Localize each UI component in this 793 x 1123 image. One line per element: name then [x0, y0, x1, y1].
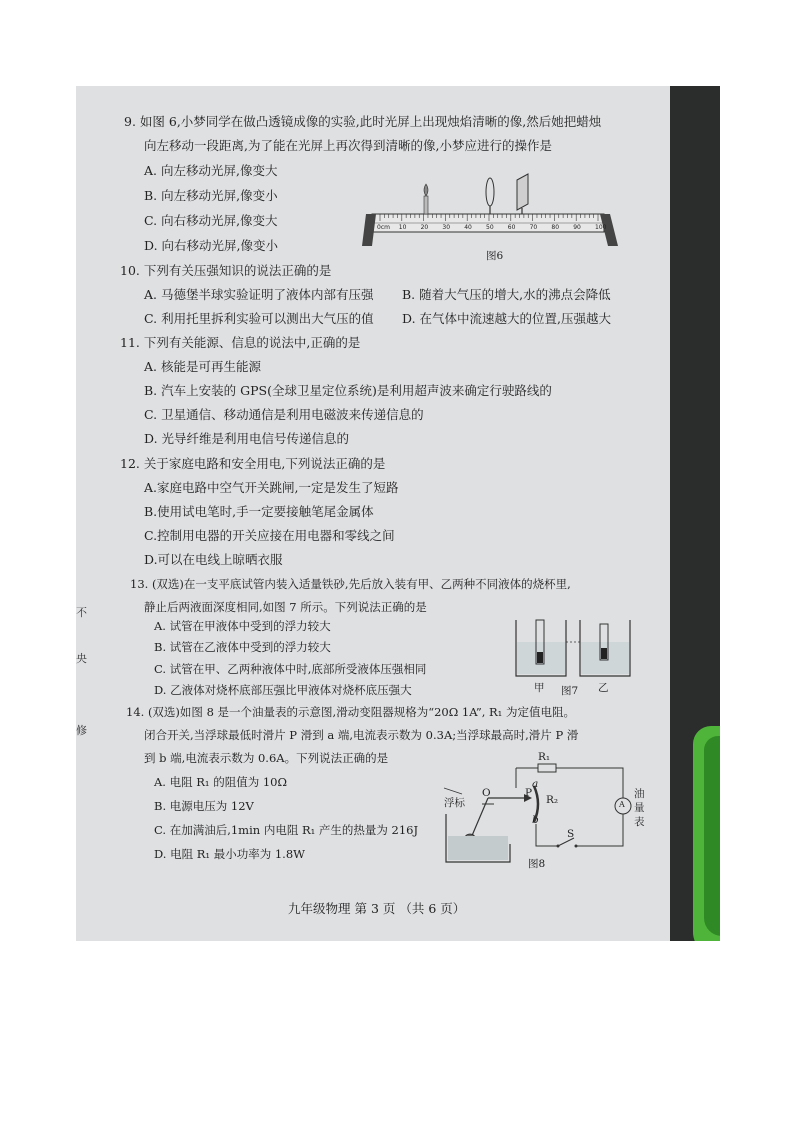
q14-option-c: C. 在加满油后,1min 内电阻 R₁ 产生的热量为 216J [154, 823, 419, 837]
oil-meter-label-1: 油 [634, 788, 645, 800]
q10-stem: 10. 下列有关压强知识的说法正确的是 [120, 263, 332, 278]
ruler-label: 80 [551, 224, 560, 231]
ruler-label: 60 [507, 224, 516, 231]
q13-stem-line2: 静止后两液面深度相同,如图 7 所示。下列说法正确的是 [144, 600, 427, 614]
margin-mark-3: 修 [76, 724, 87, 737]
ruler-label: 100 [595, 224, 607, 231]
pivot-o-label: O [482, 787, 491, 799]
q13-stem-line1: 13. (双选)在一支平底试管内装入适量铁砂,先后放入装有甲、乙两种不同液体的烧杯里, [130, 577, 571, 591]
oil-meter-label-3: 表 [634, 816, 645, 828]
q12-option-a: A.家庭电路中空气开关跳闸,一定是发生了短路 [144, 480, 399, 495]
ruler-label: 10 [398, 224, 407, 231]
q9-option-a: A. 向左移动光屏,像变大 [144, 163, 278, 178]
ruler-label: 40 [464, 224, 472, 231]
q12-stem: 12. 关于家庭电路和安全用电,下列说法正确的是 [120, 456, 386, 471]
figure-8-caption: 图8 [528, 858, 546, 870]
q10-option-c: C. 利用托里拆利实验可以测出大气压的值 [144, 311, 374, 326]
margin-mark-1: 不 [76, 606, 87, 619]
r2-label: R₂ [546, 794, 559, 806]
ammeter-symbol: A [619, 800, 625, 809]
oil-meter-label-2: 量 [634, 802, 645, 814]
figure-7-label-jia: 甲 [534, 682, 545, 694]
q9-option-d: D. 向右移动光屏,像变小 [144, 238, 278, 253]
q13-option-a: A. 试管在甲液体中受到的浮力较大 [154, 619, 331, 633]
q10-option-d: D. 在气体中流速越大的位置,压强越大 [402, 311, 611, 326]
q10-option-b: B. 随着大气压的增大,水的沸点会降低 [402, 287, 611, 302]
q11-option-b: B. 汽车上安装的 GPS(全球卫星定位系统)是利用超声波来确定行驶路线的 [144, 383, 552, 398]
document-photo [76, 86, 720, 941]
q12-option-b: B.使用试电笔时,手一定要接触笔尾金属体 [144, 504, 374, 519]
q10-option-a: A. 马德堡半球实验证明了液体内部有压强 [144, 287, 374, 302]
q14-stem-line3: 到 b 端,电流表示数为 0.6A。下列说法正确的是 [144, 751, 389, 765]
terminal-b-label: b [532, 814, 539, 826]
ruler-label: 70 [529, 224, 538, 231]
q14-option-d: D. 电阻 R₁ 最小功率为 1.8W [154, 847, 305, 861]
q11-option-c: C. 卫星通信、移动通信是利用电磁波来传递信息的 [144, 407, 424, 422]
figure-6-caption: 图6 [486, 250, 504, 262]
float-label: 浮标 [444, 797, 465, 809]
q11-option-a: A. 核能是可再生能源 [144, 359, 261, 374]
q14-option-a: A. 电阻 R₁ 的阻值为 10Ω [154, 775, 288, 789]
ruler-label: 0cm [377, 224, 390, 231]
exam-page [76, 86, 670, 941]
ruler-label: 20 [420, 224, 429, 231]
figure-6-optical-bench [362, 166, 622, 258]
q11-option-d: D. 光导纤维是利用电信号传递信息的 [144, 431, 350, 446]
r1-label: R₁ [538, 751, 551, 763]
green-object-shadow [704, 736, 720, 936]
slider-p-label: P [525, 787, 533, 799]
terminal-a-label: a [532, 778, 539, 790]
q9-option-c: C. 向右移动光屏,像变大 [144, 213, 278, 228]
q9-option-b: B. 向左移动光屏,像变小 [144, 188, 278, 203]
q9-stem-line1: 9. 如图 6,小梦同学在做凸透镜成像的实验,此时光屏上出现烛焰清晰的像,然后她把蜡烛 [124, 114, 602, 129]
figure-7-beakers [514, 616, 640, 682]
q13-option-c: C. 试管在甲、乙两种液体中时,底部所受液体压强相同 [154, 662, 427, 676]
q13-option-d: D. 乙液体对烧杯底部压强比甲液体对烧杯底压强大 [154, 683, 412, 697]
ruler-label: 90 [573, 224, 581, 231]
figure-8-circuit [438, 754, 638, 864]
q12-option-d: D.可以在电线上晾晒衣服 [144, 552, 283, 567]
q9-stem-line2: 向左移动一段距离,为了能在光屏上再次得到清晰的像,小梦应进行的操作是 [144, 138, 552, 153]
margin-mark-2: 央 [76, 652, 87, 665]
switch-s-label: S [567, 828, 575, 840]
q14-stem-line1: 14. (双选)如图 8 是一个油量表的示意图,滑动变阻器规格为“20Ω 1A”, R₁ 为定值电阻。 [126, 705, 575, 719]
figure-7-caption: 图7 [561, 685, 579, 697]
figure-7-label-yi: 乙 [598, 682, 609, 694]
page-footer: 九年级物理 第 3 页 （共 6 页） [288, 901, 466, 916]
q12-option-c: C.控制用电器的开关应接在用电器和零线之间 [144, 528, 395, 543]
q14-stem-line2: 闭合开关,当浮球最低时滑片 P 滑到 a 端,电流表示数为 0.3A;当浮球最高时,滑片 P 滑 [144, 728, 579, 742]
ruler-label: 50 [486, 224, 494, 231]
q14-option-b: B. 电源电压为 12V [154, 799, 254, 813]
q13-option-b: B. 试管在乙液体中受到的浮力较大 [154, 640, 331, 654]
ruler-label: 30 [442, 224, 451, 231]
q11-stem: 11. 下列有关能源、信息的说法中,正确的是 [120, 335, 361, 350]
